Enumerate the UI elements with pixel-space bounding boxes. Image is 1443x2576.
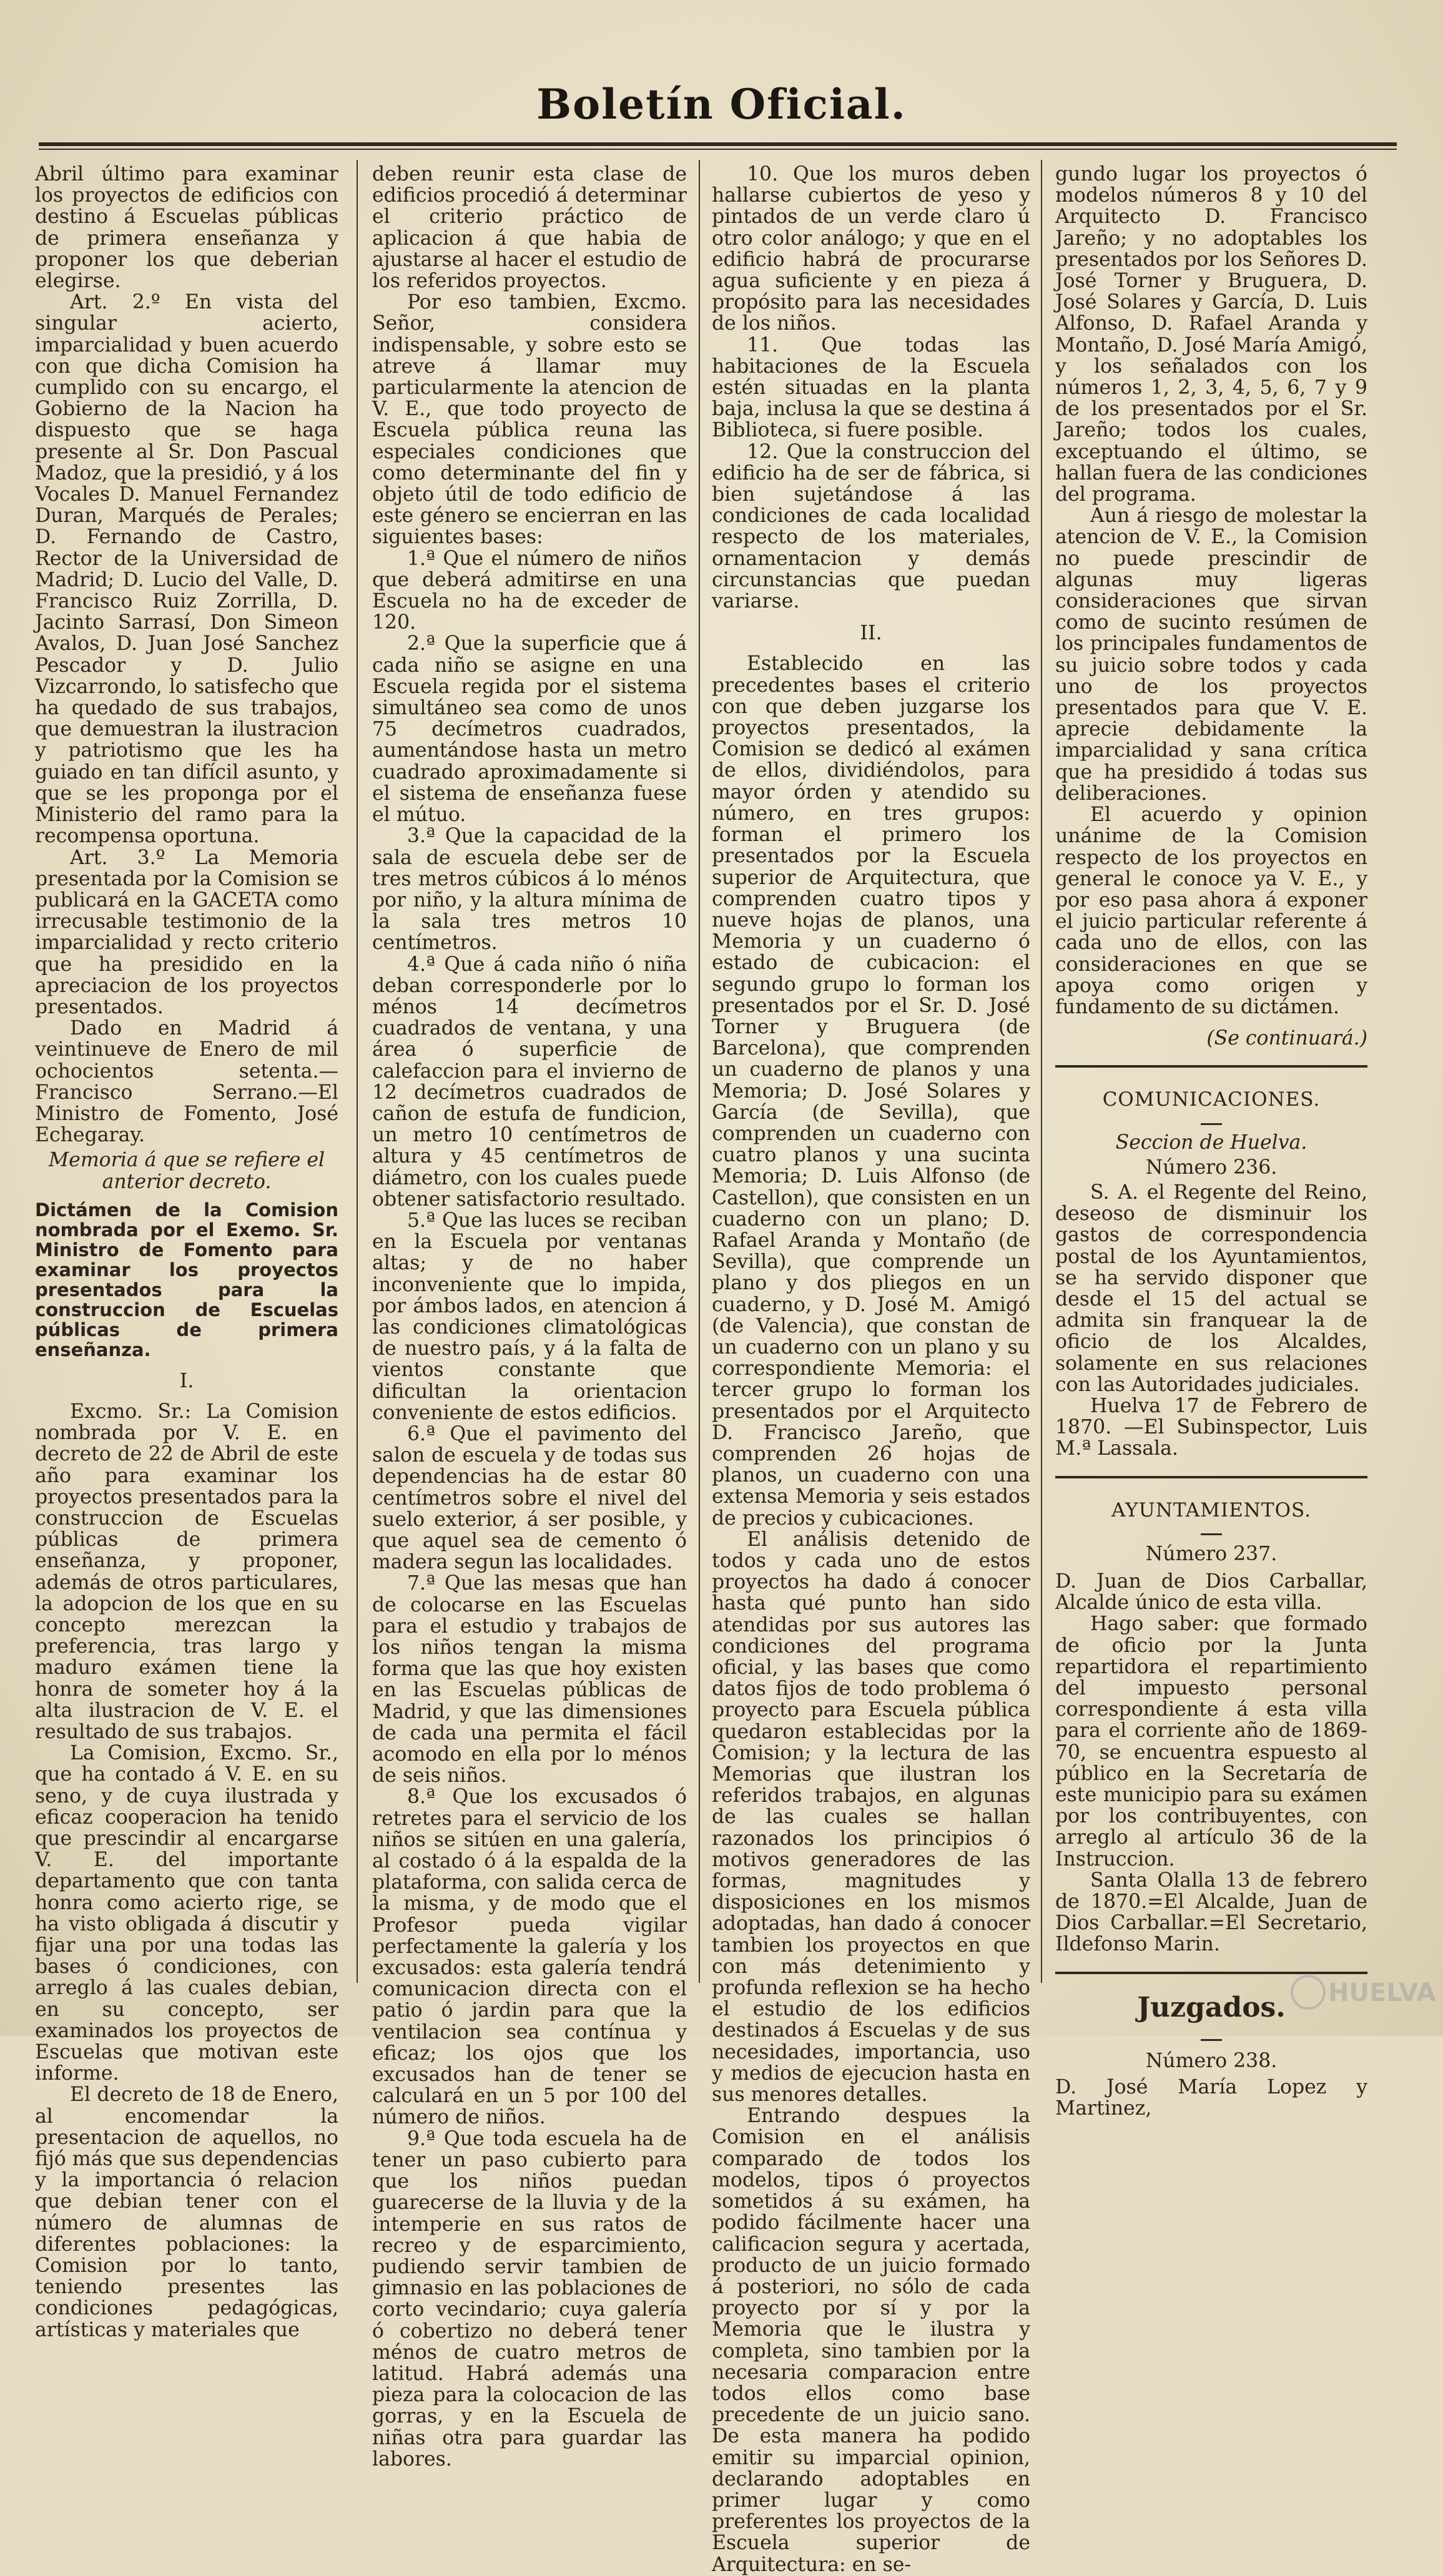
paragraph: 10. Que los muros deben hallarse cubiertos de yeso y pintados de un verde claro ú otro color análogo; y que en el edificio habrá de procurarse agua suficiente y en pieza á propósito para las necesidades de los niños. [712, 163, 1030, 335]
dash-separator [1055, 1527, 1367, 1540]
paragraph: Por eso tambien, Excmo. Señor, considera indispensable, y sobre esto se atreve á llamar muy particularmente la atencion de V. E., que todo proyecto de Escuela pública reuna las especiales condiciones que como determinante del fin y objeto útil de todo edificio de este género se encierran en las siguientes bases: [372, 291, 687, 549]
paragraph: El acuerdo y opinion unánime de la Comision respecto de los proyectos en general le conoce ya V. E., y por eso pasa ahora á exponer el juicio particular referente á cada uno de ellos, con las consideraciones en que se apoya como origen y fundamento de su dictámen. [1055, 804, 1367, 1018]
subsection-heading: Seccion de Huelva. [1115, 1131, 1308, 1154]
paragraph: 12. Que la construccion del edificio ha de ser de fábrica, si bien sujetándose á las condiciones de cada localidad respecto de los materiales, ornamentacion y demás circunstancias que puedan variarse. [712, 440, 1030, 613]
paragraph: 5.ª Que las luces se reciban en la Escuela por ventanas altas; y de no haber inconveniente que lo impida, por ámbos lados, en atencion á las condiciones climatológicas de nuestro país, y á la falta de vientos constante que dificultan la orientacion conveniente de estos edificios. [372, 1209, 687, 1424]
paragraph: D. Juan de Dios Carballar, Alcalde único de esta villa. [1055, 1570, 1367, 1615]
dash-separator [1055, 1117, 1367, 1129]
archive-watermark [1289, 1967, 1436, 2017]
masthead-rule [39, 142, 1397, 146]
paragraph: 4.ª Que á cada niño ó niña deban corresponderle por lo ménos 14 decímetros cuadrados de ventana, y una área ó superficie de calefaccion para el invierno de 12 decímetros cuadrados de cañon de estufa de fundicion, un metro 10 centímetros de altura y 45 centímetros de diámetro, con los cuales puede obtener satisfactorio resultado. [372, 953, 687, 1211]
paragraph: 8.ª Que los excusados ó retretes para el servicio de los niños se sitúen en una galería, al costado ó á la espalda de la plataforma, con salida cerca de la misma, y de modo que el Profesor pueda vigilar perfectamente la galería y los excusados: esta galería tendrá comunicacion directa con el patio ó jardin para que la ventilacion sea contínua y eficaz; los ojos que los excusados han de tener se calculará en un 5 por 100 del número de niños. [372, 1786, 687, 2129]
notice-number: Número 238. [1145, 2049, 1278, 2072]
paragraph: Huelva 17 de Febrero de 1870. —El Subinspector, Luis M.ª Lassala. [1055, 1394, 1367, 1460]
dictamen-title: Dictámen de la Comision nombrada por el Exemo. Sr. Ministro de Fomento para examinar los proyectos presentados para la construccion de Escuelas públicas de primera enseñanza. [35, 1199, 338, 1360]
paragraph: 3.ª Que la capacidad de la sala de escuela debe ser de tres metros cúbicos á lo ménos por niño, y la altura mínima de la sala tres metros 10 centímetros. [372, 825, 687, 955]
paragraph: 11. Que todas las habitaciones de la Escuela estén situadas en la planta baja, inclusa la que se destina á Biblioteca, si fuere posible. [712, 333, 1030, 442]
dash-separator [1055, 2033, 1367, 2045]
column-3 [712, 164, 1030, 2575]
section-heading-comunicaciones: COMUNICACIONES. [1102, 1088, 1321, 1111]
paragraph: Art. 2.º En vista del singular acierto, imparcialidad y buen acuerdo con que dicha Comision ha cumplido con su encargo, el Gobierno de la Nacion ha dispuesto que se haga presente al Sr. Don Pascual Madoz, que la presidió, y á los Vocales D. Manuel Fernandez Duran, Marqués de Perales; D. Fernando de Castro, Rector de la Universidad de Madrid; D. Lucio del Valle, D. Francisco Ruiz Zorrilla, D. Jacinto Sarrasí, Don Simeon Avalos, D. Juan José Sanchez Pescador y D. Julio Vizcarrondo, lo satisfecho que ha quedado de sus trabajos, que demuestran la ilustracion y patriotismo que les ha guiado en tan difícil asunto, y que se les proponga por el Ministerio del ramo para la recompensa oportuna. [35, 291, 338, 848]
column-1 [35, 164, 338, 2341]
paragraph: 2.ª Que la superficie que á cada niño se asigne en una Escuela regida por el sistema simultáneo sea como de unos 75 decímetros cuadrados, aumentándose hasta un metro cuadrado aproximadamente si el sistema de enseñanza fuese el mútuo. [372, 632, 687, 827]
paragraph: Aun á riesgo de molestar la atencion de V. E., la Comision no puede prescindir de algunas muy ligeras consideraciones que sirvan como de sucinto resúmen de los principales fundamentos de su juicio sobre todos y cada uno de los proyectos presentados para que V. E. aprecie debidamente la imparcialidad y sana crítica que ha presidido á todas sus deliberaciones. [1055, 504, 1367, 805]
paragraph: deben reunir esta clase de edificios procedió á determinar el criterio práctico de aplicacion á que habia de ajustarse al hacer el estudio de los referidos proyectos. [372, 163, 687, 293]
paragraph: D. José María Lopez y Martinez, [1055, 2075, 1367, 2120]
paragraph: 7.ª Que las mesas que han de colocarse en las Escuelas para el estudio y trabajos de los niños tengan la misma forma que las que hoy existen en las Escuelas públicas de Madrid, y que las dimensiones de cada una permita el fácil acomodo en ella por lo ménos de seis niños. [372, 1572, 687, 1787]
masthead-rule-thin [39, 149, 1397, 150]
paragraph: gundo lugar los proyectos ó modelos números 8 y 10 del Arquitecto D. Francisco Jareño; y no adoptables los presentados por los Señores D. José Torner y Bruguera, D. José Solares y García, D. Luis Alfonso, D. Rafael Aranda y Montaño, D. José María Amigó, y los señalados con los números 1, 2, 3, 4, 5, 6, 7 y 9 de los presentados por el Sr. Jareño; todos los cuales, exceptuando el último, se hallan fuera de las condiciones del programa. [1055, 163, 1367, 506]
masthead-title: Boletín Oficial. [536, 80, 907, 129]
section-number: I. [179, 1368, 194, 1392]
column-2 [372, 164, 687, 2470]
paragraph: Entrando despues la Comision en el análisis comparado de todos los modelos, tipos ó proyectos sometidos á su exámen, ha podido fácilmente hacer una calificacion segura y acertada, producto de un juicio formado á posteriori, no sólo de cada proyecto por sí y por la Memoria que le ilustra y completa, sino tambien por la necesaria comparacion entre todos ellos como base precedente de un juicio sano. De esta manera ha podido emitir su imparcial opinion, declarando adoptables en primer lugar y como preferentes los proyectos de la Escuela superior de Arquitectura: en se- [712, 2105, 1030, 2576]
section-rule [1055, 1065, 1367, 1068]
column-4 [1055, 164, 1367, 2119]
paragraph: El análisis detenido de todos y cada uno de estos proyectos ha dado á conocer hasta qué punto han sido atendidas por sus autores las condiciones del programa oficial, y las bases que como datos fijos de todo problema ó proyecto para Escuela pública quedaron establecidas por la Comision; y la lectura de las Memorias que ilustran los referidos trabajos, en algunas de las cuales se hallan razonados los principios ó motivos generadores de las formas, magnitudes y disposiciones en los mismos adoptadas, han dado á conocer tambien los proyectos en que con más detenimiento y profunda reflexion se ha hecho el estudio de los edificios destinados á Escuelas y de sus necesidades, importancia, uso y medios de ejecucion hasta en sus menores detalles. [712, 1528, 1030, 2107]
paragraph: 9.ª Que toda escuela ha de tener un paso cubierto para que los niños puedan guarecerse de la lluvia y de la intemperie en sus ratos de recreo y de esparcimiento, pudiendo servir tambien de gimnasio en las poblaciones de corto vecindario; cuya galería ó cobertizo no deberá tener ménos de cuatro metros de latitud. Habrá además una pieza para la colocacion de las gorras, y en la Escuela de niñas otra para guardar las labores. [372, 2127, 687, 2470]
notice-number: Número 236. [1145, 1156, 1278, 1179]
section-rule [1055, 1476, 1367, 1478]
continuation-note: (Se continuará.) [1206, 1027, 1367, 1050]
paragraph: Art. 3.º La Memoria presentada por la Comision se publicará en la GACETA como irrecusable testimonio de la imparcialidad y recto criterio que ha presidido en la apreciacion de los proyectos presentados. [35, 846, 338, 1018]
section-number: II. [860, 621, 882, 645]
memoria-title: Memoria á que se refiere el anterior decreto. [48, 1149, 325, 1193]
paragraph: 1.ª Que el número de niños que deberá admitirse en una Escuela no ha de exceder de 120. [372, 547, 687, 634]
paragraph: Establecido en las precedentes bases el criterio con que deben juzgarse los proyectos presentados, la Comision se dedicó al exámen de ellos, dividiéndolos, para mayor órden y atendido su número, en tres grupos: forman el primero los presentados por la Escuela superior de Arquitectura, que comprenden cuatro tipos y nueve hojas de planos, una Memoria y un cuaderno ó estado de cubicacion: el segundo grupo lo forman los presentados por el Sr. D. José Torner y Bruguera (de Barcelona), que comprenden un cuaderno de planos y una Memoria; D. José Solares y García (de Sevilla), que comprenden un cuaderno con cuatro planos y una sucinta Memoria; D. Luis Alfonso (de Castellon), que consisten en un cuaderno con un plano; D. Rafael Aranda y Montaño (de Sevilla), que comprende un plano y dos pliegos en un cuaderno, y D. José M. Amigó (de Valencia), que constan de un cuaderno con un plano y su correspondiente Memoria: el tercer grupo lo forman los presentados por el Arquitecto D. Francisco Jareño, que comprenden 26 hojas de planos, un cuaderno con una extensa Memoria y seis estados de precios y cubicaciones. [712, 652, 1030, 1530]
section-heading-ayuntamientos: AYUNTAMIENTOS. [1111, 1498, 1312, 1522]
watermark-text: HUELVA [1328, 1979, 1436, 2007]
column-divider [699, 160, 700, 1983]
paragraph: Hago saber: que formado de oficio por la Junta repartidora el repartimiento del impuesto personal correspondiente á esta villa para el corriente año de 1869-70, se encuentra espuesto al público en la Secretaría de este municipio para su exámen por los contribuyentes, con arreglo al artículo 36 de la Instruccion. [1055, 1613, 1367, 1871]
paragraph: Santa Olalla 13 de febrero de 1870.=El Alcalde, Juan de Dios Carballar.=El Secretario, Ildefonso Marin. [1055, 1869, 1367, 1956]
paragraph: La Comision, Excmo. Sr., que ha contado á V. E. en su seno, y de cuya ilustrada y eficaz cooperacion ha tenido que prescindir al encargarse V. E. del importante departamento que con tanta honra como acierto rige, se ha visto obligada á discutir y fijar una por una todas las bases ó condiciones, con arreglo á las cuales debian, en su concepto, ser examinados los proyectos de Escuelas que motivan este informe. [35, 1742, 338, 2085]
column-divider [1041, 160, 1042, 1983]
paragraph: 6.ª Que el pavimento del salon de escuela y de todas sus dependencias ha de estar 80 centímetros sobre el nivel del suelo exterior, á ser posible, y que aquel sea de cemento ó madera segun las localidades. [372, 1422, 687, 1574]
paragraph: Excmo. Sr.: La Comision nombrada por V. E. en decreto de 22 de Abril de este año para examinar los proyectos presentados para la construccion de Escuelas públicas de primera enseñanza, y proponer, además de otros particulares, la adopcion de los que en su concepto merezcan la preferencia, tras largo y maduro exámen tiene la honra de someter hoy á la alta ilustracion de V. E. el resultado de sus trabajos. [35, 1400, 338, 1743]
notice-number: Número 237. [1145, 1542, 1278, 1565]
section-heading-juzgados: Juzgados. [1137, 1991, 1286, 2023]
paragraph: Abril último para examinar los proyectos de edificios con destino á Escuelas públicas de primera enseñanza y proponer los que deberian elegirse. [35, 163, 338, 293]
column-divider [357, 160, 358, 1983]
paragraph: Dado en Madrid á veintinueve de Enero de mil ochocientos setenta.—Francisco Serrano.—El Ministro de Fomento, José Echegaray. [35, 1017, 338, 1147]
paragraph: El decreto de 18 de Enero, al encomendar la presentacion de aquellos, no fijó más que sus dependencias y la importancia ó relacion que debian tener con el número de alumnas de diferentes poblaciones: la Comision por lo tanto, teniendo presentes las condiciones pedagógicas, artísticas y materiales que [35, 2083, 338, 2341]
paragraph: S. A. el Regente del Reino, deseoso de disminuir los gastos de correspondencia postal de los Ayuntamientos, se ha servido disponer que desde el 15 del actual se admita sin franquear la de oficio de los Alcaldes, solamente en sus relaciones con las Autoridades judiciales. [1055, 1181, 1367, 1396]
